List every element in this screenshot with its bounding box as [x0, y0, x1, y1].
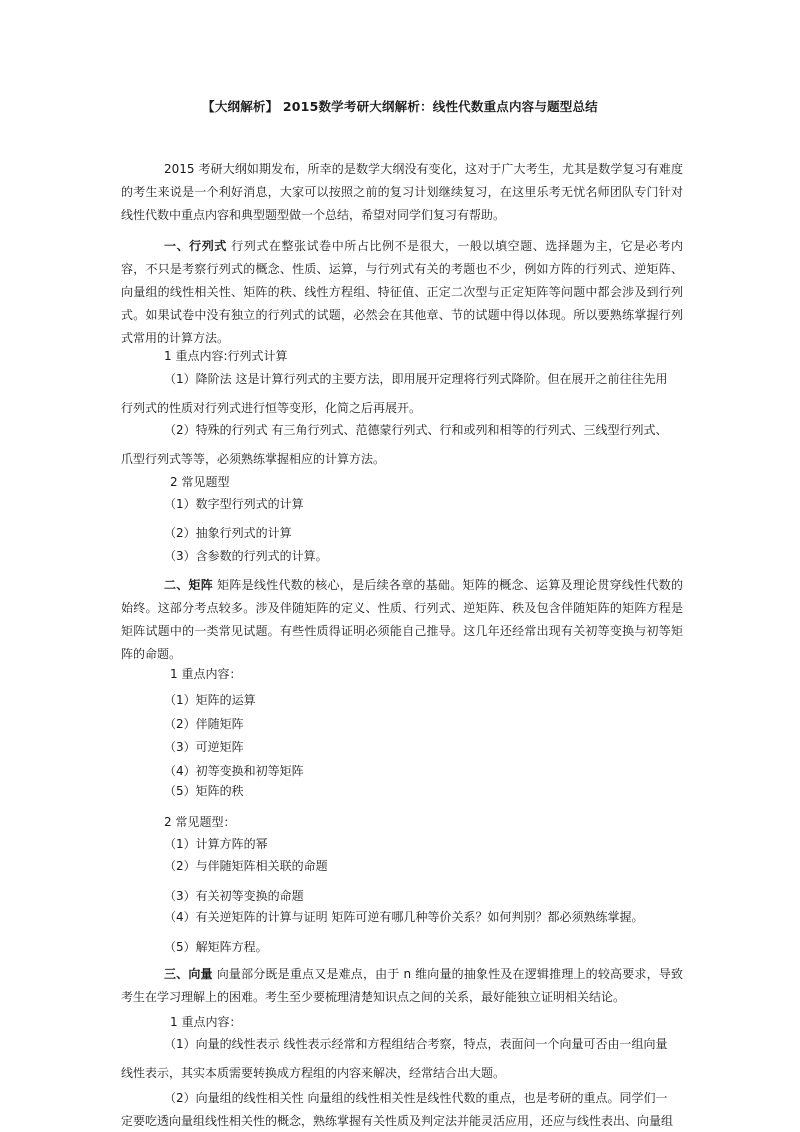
- list-item-continuation: 爪型行列式等等，必须熟练掌握相应的计算方法。: [121, 452, 386, 466]
- section-vector-paragraph: [121, 963, 683, 1009]
- list-item: （1）数字型行列式的计算: [164, 497, 304, 511]
- list-item: （2）特殊的行列式 有三角行列式、范德蒙行列式、行和或列和相等的行列式、三线型行列式、: [164, 423, 668, 437]
- list-item: （2）向量组的线性相关性 向量组的线性相关性是线性代数的重点，也是考研的重点。同学们一: [164, 1091, 668, 1105]
- list-item: （1）计算方阵的幂: [164, 837, 268, 851]
- section-determinant-paragraph: [121, 235, 683, 350]
- section-heading: 二、矩阵: [164, 578, 214, 592]
- intro-paragraph: 2015 考研大纲如期发布，所幸的是数学大纲没有变化，这对于广大考生，尤其是数学复习有难度的考生来说是一个利好消息，大家可以按照之前的复习计划继续复习，在这里乐考无忧名师团队专门针对线性代数中重点内容和典型题型做一个总结，希望对同学们复习有帮助。: [121, 162, 683, 222]
- section-heading: 一、行列式: [164, 239, 227, 253]
- list-item: （1）降阶法 这是计算行列式的主要方法，即用展开定理将行列式降阶。但在展开之前往往先用: [164, 372, 668, 386]
- question-types-label: 2 常见题型: [170, 475, 230, 489]
- list-item: （2）抽象行列式的计算: [164, 526, 292, 540]
- section-text: 向量部分既是重点又是难点，由于 n 维向量的抽象性及在逻辑推理上的较高要求，导致考生在学习理解上的困难。考生至少要梳理清楚知识点之间的关系，最好能独立证明相关结论。: [121, 967, 683, 1004]
- key-points-label: 1 重点内容：: [170, 1015, 242, 1029]
- list-item: （4）有关逆矩阵的计算与证明 矩阵可逆有哪几种等价关系？如何判别？都必须熟练掌握。: [164, 910, 644, 924]
- list-item: （3）可逆矩阵: [164, 740, 244, 754]
- list-item: （4）初等变换和初等矩阵: [164, 764, 304, 778]
- list-item: （3）有关初等变换的命题: [164, 889, 304, 903]
- list-item: （2）伴随矩阵: [164, 717, 244, 731]
- list-item: （5）矩阵的秩: [164, 784, 244, 798]
- section-matrix-paragraph: [121, 574, 683, 666]
- list-item: （1）向量的线性表示 线性表示经常和方程组结合考察，特点，表面问一个向量可否由一组向量: [164, 1037, 668, 1051]
- page-title: 【大纲解析】 2015数学考研大纲解析：线性代数重点内容与题型总结: [202, 99, 598, 114]
- list-item-continuation: 定要吃透向量组线性相关性的概念，熟练掌握有关性质及判定法并能灵活应用，还应与线性表出、向量组: [121, 1114, 674, 1128]
- list-item: （2）与伴随矩阵相关联的命题: [164, 859, 328, 873]
- list-item-continuation: 行列式的性质对行列式进行恒等变形，化简之后再展开。: [121, 401, 422, 415]
- key-points-label: 1 重点内容：: [170, 667, 242, 681]
- list-item: （5）解矩阵方程。: [164, 940, 268, 954]
- section-heading: 三、向量: [164, 967, 213, 981]
- key-points-label: 1 重点内容:行列式计算: [164, 349, 288, 363]
- list-item: （1）矩阵的运算: [164, 693, 256, 707]
- list-item: （3）含参数的行列式的计算。: [164, 549, 328, 563]
- section-text: 行列式在整张试卷中所占比例不是很大，一般以填空题、选择题为主，它是必考内容，不只是考察行列式的概念、性质、运算，与行列式有关的考题也不少，例如方阵的行列式、逆矩阵、向量组的线性相关性、矩阵的秩、线性方程组、特征值、正定二次型与正定矩阵等问题中都会涉及到行列式。如果试卷中没有独立的行列式的试题，必然会在其他章、节的试题中得以体现。所以要熟练掌握行列式常用的计算方法。: [121, 239, 683, 345]
- list-item-continuation: 线性表示，其实本质需要转换成方程组的内容来解决，经常结合出大题。: [121, 1066, 506, 1080]
- question-types-label: 2 常见题型：: [164, 815, 236, 829]
- section-text: 矩阵是线性代数的核心，是后续各章的基础。矩阵的概念、运算及理论贯穿线性代数的始终。这部分考点较多。涉及伴随矩阵的定义、性质、行列式、逆矩阵、秩及包含伴随矩阵的矩阵方程是矩阵试题中的一类常见试题。有些性质得证明必须能自己推导。这几年还经常出现有关初等变换与初等矩阵的命题。: [121, 578, 683, 661]
